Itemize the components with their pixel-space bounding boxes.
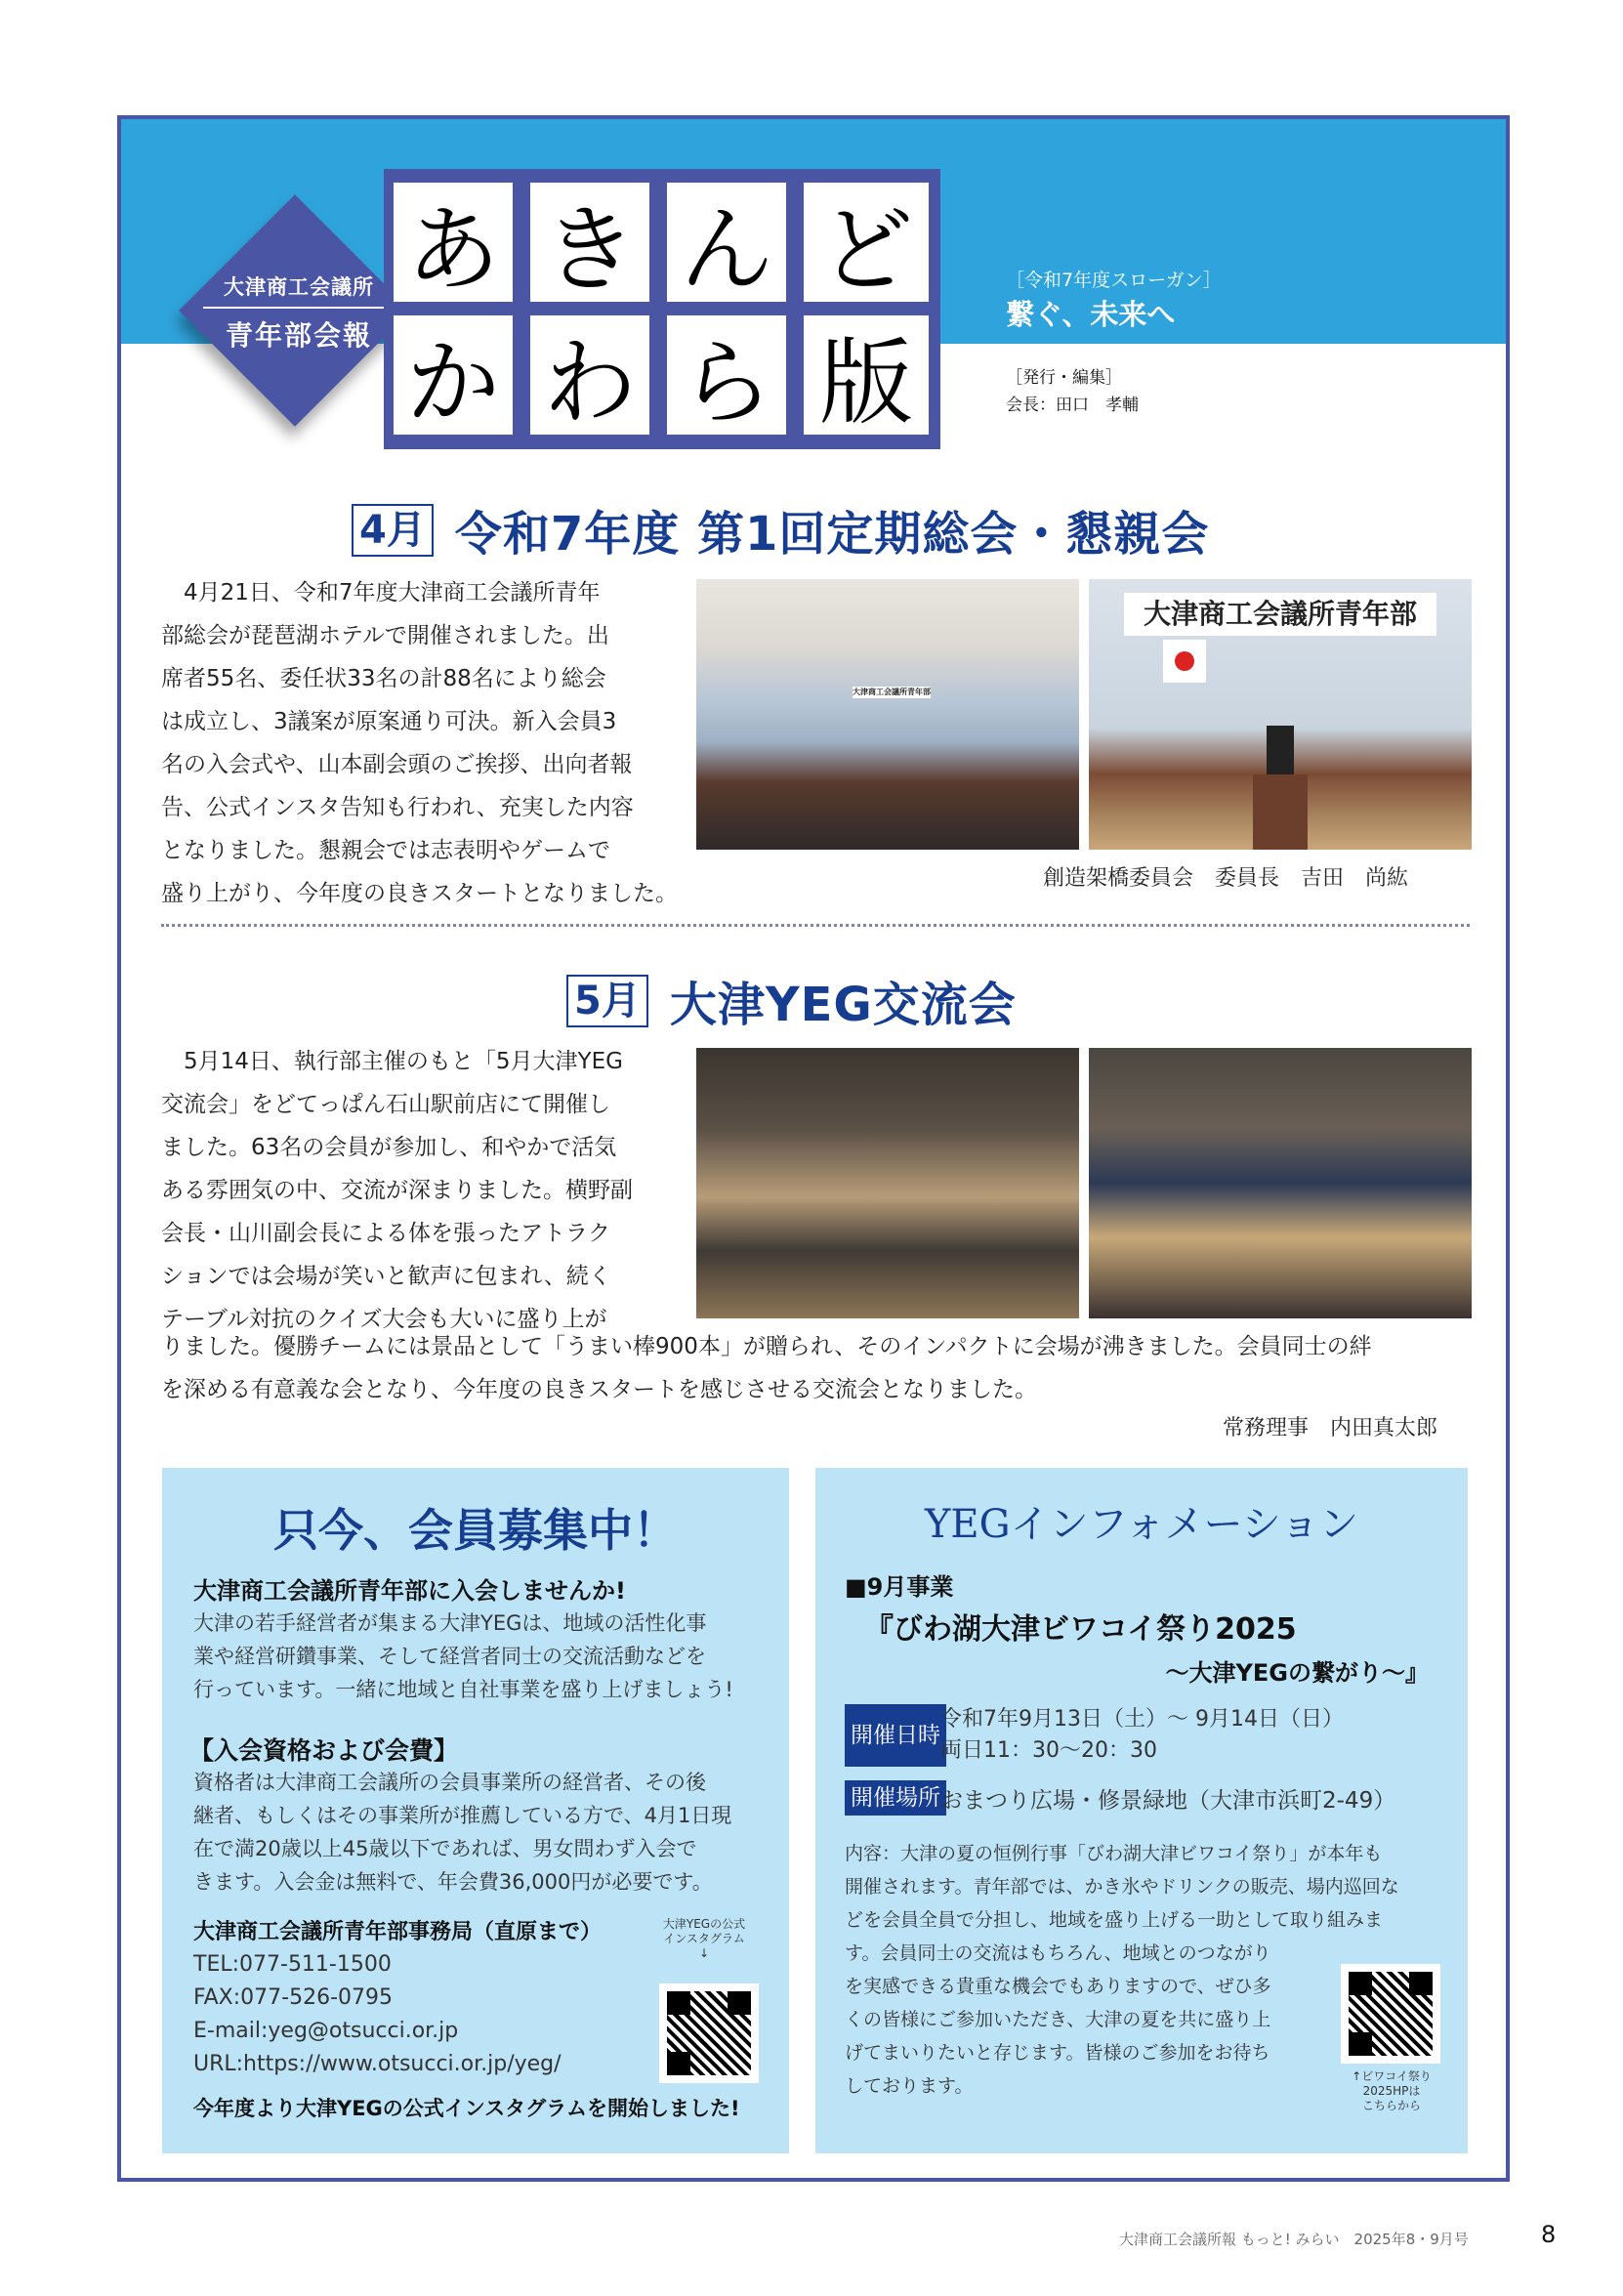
page-number: 8	[1541, 2221, 1557, 2248]
instagram-qr-code[interactable]	[659, 1983, 759, 2083]
arrow-down-icon: ↓	[698, 1946, 710, 1960]
text-line: 4月21日、令和7年度大津商工会議所青年	[161, 580, 601, 605]
event-subtitle: ～大津YEGの繋がり～』	[1165, 1659, 1429, 1687]
text-line: テーブル対抗のクイズ大会も大いに盛り上が	[161, 1307, 607, 1332]
text-line: は成立し、3議案が原案通り可決。新入会員3	[161, 709, 617, 734]
text-line: きます。入会金は無料で、年会費36,000円が必要です。	[193, 1870, 713, 1894]
date-line: 令和7年9月13日（土）～ 9月14日（日）	[940, 1707, 1344, 1732]
place-tag: 開催場所	[845, 1780, 946, 1816]
article1-body	[161, 571, 688, 915]
event-qr-code[interactable]	[1341, 1964, 1440, 2064]
instagram-note: 今年度より大津YEGの公式インスタグラムを開始しました!	[193, 2097, 740, 2120]
text-line: 席者55名、委任状33名の計88名により総会	[161, 666, 606, 691]
photo-exchange-1	[696, 1048, 1079, 1318]
info-box	[815, 1468, 1468, 2153]
text-line: ションでは会場が笑いと歓声に包まれ、続く	[161, 1264, 611, 1289]
instagram-qr-caption	[650, 1917, 758, 1961]
photo-banner-small: 大津商工会議所青年部	[853, 688, 931, 696]
text-line: ました。63名の会員が参加し、和やかで活気	[161, 1135, 617, 1160]
text-line: しております。	[845, 2075, 974, 2097]
text-line: す。会員同士の交流はもちろん、地域とのつながり	[845, 1942, 1271, 1964]
article1-title: 令和7年度 第1回定期総会・懇親会	[454, 507, 1210, 562]
event-name: 『びわ湖大津ビワコイ祭り2025	[864, 1612, 1297, 1647]
flag-icon	[1163, 640, 1206, 683]
text-line: 資格者は大津商工会議所の会員事業所の経営者、その後	[193, 1771, 706, 1794]
article2-signature: 常務理事 内田真太郎	[1223, 1416, 1438, 1440]
text-line: ある雰囲気の中、交流が深まりました。横野副	[161, 1178, 633, 1203]
time-line: 両日11：30～20：30	[940, 1738, 1157, 1763]
badge-publication: 青年部会報	[225, 319, 372, 352]
month-badge: 4月	[352, 504, 434, 557]
info-title: YEGインフォメーション	[925, 1502, 1358, 1547]
recruit-intro	[193, 1607, 779, 1706]
slogan: 繋ぐ、未来へ	[1006, 298, 1176, 331]
text-line: を深める有意義な会となり、今年度の良きスタートを感じさせる交流会となりました。	[161, 1377, 1037, 1402]
masthead-title	[384, 169, 940, 449]
text-line: 大津の若手経営者が集まる大津YEGは、地域の活性化事	[193, 1611, 707, 1635]
text-line: 部総会が琵琶湖ホテルで開催されました。出	[161, 623, 609, 648]
article1-heading	[352, 496, 1209, 564]
text-line: 内容：大津の夏の恒例行事「びわ湖大津ビワコイ祭り」が本年も	[845, 1843, 1383, 1864]
recruit-title: 只今、会員募集中！	[273, 1504, 678, 1557]
event-qr-caption	[1323, 2069, 1460, 2113]
event-place: おまつり広場・修景緑地（大津市浜町2-49）	[940, 1788, 1396, 1814]
photo-general-meeting	[696, 579, 1079, 850]
article2-title: 大津YEG交流会	[669, 978, 1017, 1032]
photo-banner: 大津商工会議所青年部	[1124, 593, 1436, 636]
text-line: 盛り上がり、今年度の良きスタートとなりました。	[161, 881, 678, 906]
text-line: 告、公式インスタ告知も行われ、充実した内容	[161, 795, 634, 820]
qualification-heading: 【入会資格および会費】	[189, 1736, 459, 1765]
title-char: ら	[667, 315, 786, 435]
tel: TEL:077-511-1500	[193, 1952, 392, 1977]
article2-body-cont	[161, 1325, 1475, 1411]
podium	[1253, 774, 1308, 850]
caption-line: インスタグラム	[663, 1932, 745, 1945]
text-line: 会長・山川副会長による体を張ったアトラク	[161, 1221, 610, 1246]
text-line: げてまいりたいと存じます。皆様のご参加をお待ち	[845, 2042, 1270, 2064]
date-tag: 開催日時	[845, 1704, 946, 1767]
badge-org: 大津商工会議所	[203, 271, 395, 309]
qr-icon	[667, 1991, 751, 2075]
title-char: き	[530, 183, 649, 302]
text-line: 行っています。一緒に地域と自社事業を盛り上げましょう!	[193, 1678, 733, 1701]
text-line: くの皆様にご参加いただき、大津の夏を共に盛り上	[845, 2009, 1271, 2030]
recruit-heading: 大津商工会議所青年部に入会しませんか!	[193, 1577, 626, 1605]
article2-heading	[566, 967, 1017, 1034]
text-line: 継者、もしくはその事業所が推薦している方で、4月1日現	[193, 1804, 732, 1827]
photo-exchange-2	[1089, 1048, 1472, 1318]
info-section: ■9月事業	[845, 1573, 954, 1601]
text-line: を実感できる貴重な機会でもありますので、ぜひ多	[845, 1976, 1271, 1997]
text-line: 在で満20歳以上45歳以下であれば、男女問わず入会で	[193, 1837, 697, 1860]
title-char: ど	[804, 183, 929, 302]
title-char: か	[394, 315, 513, 435]
title-char: あ	[394, 183, 513, 302]
article2-body	[161, 1040, 688, 1341]
section-divider	[161, 924, 1470, 927]
text-line: りました。優勝チームには景品として「うまい棒900本」が贈られ、そのインパクトに会場が沸きました。会員同士の絆	[161, 1334, 1372, 1359]
office-heading: 大津商工会議所青年部事務局（直原まで）	[193, 1920, 603, 1944]
caption-line: 大津YEGの公式	[662, 1917, 746, 1931]
text-line: 5月14日、執行部主催のもと「5月大津YEG	[161, 1049, 623, 1074]
email-link[interactable]: E-mail:yeg@otsucci.or.jp	[193, 2019, 459, 2043]
article1-signature: 創造架橋委員会 委員長 吉田 尚紘	[1043, 866, 1409, 891]
event-date	[940, 1704, 1344, 1767]
caption-line: ↑ビワコイ祭り	[1352, 2069, 1432, 2083]
text-line: どを会員全員で分担し、地域を盛り上げる一助として取り組みま	[845, 1909, 1384, 1931]
text-line: 開催されます。青年部では、かき氷やドリンクの販売、場内巡回な	[845, 1876, 1399, 1898]
photo-speech	[1089, 579, 1472, 850]
qualification-text	[193, 1766, 779, 1899]
caption-line: こちらから	[1361, 2099, 1421, 2112]
title-char: 版	[804, 315, 929, 435]
fax: FAX:077-526-0795	[193, 1985, 394, 2010]
qr-icon	[1349, 1972, 1433, 2056]
publication-footer: 大津商工会議所報 もっと! みらい 2025年8・9月号	[1119, 2231, 1469, 2248]
text-line: 交流会」をどてっぱん石山駅前店にて開催し	[161, 1092, 610, 1117]
contact-info	[193, 1948, 562, 2081]
text-line: 名の入会式や、山本副会頭のご挨拶、出向者報	[161, 752, 633, 777]
text-line: となりました。懇親会では志表明やゲームで	[161, 838, 610, 863]
publisher-label: ［発行・編集］	[1006, 368, 1122, 388]
slogan-label: ［令和7年度スローガン］	[1006, 270, 1222, 291]
title-char: ん	[667, 183, 786, 302]
diamond-badge-text	[186, 271, 412, 354]
month-badge: 5月	[566, 975, 648, 1027]
caption-line: 2025HPは	[1362, 2084, 1421, 2098]
text-line: 業や経営研鑽事業、そして経営者同士の交流活動などを	[193, 1645, 706, 1668]
url-link[interactable]: URL:https://www.otsucci.or.jp/yeg/	[193, 2052, 562, 2076]
publisher-name: 会長：田口 孝輔	[1006, 396, 1139, 415]
recruit-box	[162, 1468, 789, 2153]
title-char: わ	[530, 315, 649, 435]
